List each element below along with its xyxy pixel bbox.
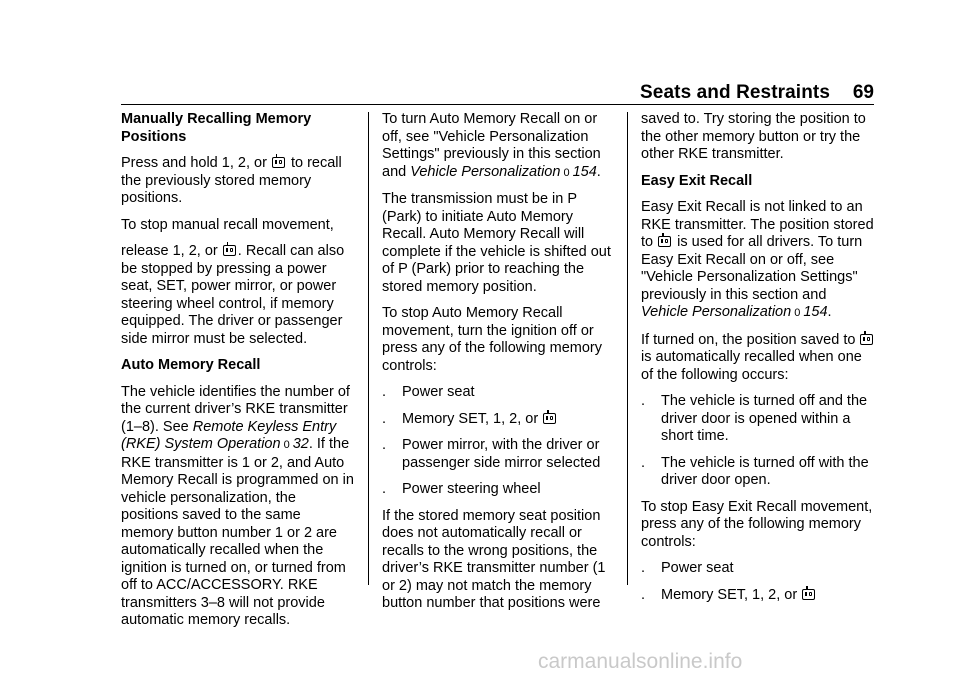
cross-reference-link[interactable]: Vehicle Personalization	[641, 304, 792, 320]
paragraph: To stop manual recall movement,	[121, 216, 334, 233]
text: Memory SET, 1, 2, or	[402, 410, 539, 427]
heading-manual-recall: Manually Recalling Memory Positions	[121, 111, 312, 145]
bullet: .	[382, 481, 387, 497]
memory-seat-icon	[223, 245, 236, 256]
text: The vehicle identifies the number of the current driver’s RKE transmitter (1–8). See	[121, 383, 350, 435]
paragraph	[641, 199, 877, 323]
text: The vehicle is turned off with the driver door open.	[661, 454, 869, 488]
paragraph: The transmission must be in P (Park) to initiate Auto Memory Recall. Auto Memory Recall will complete if the vehicle is shifted out of P (Park) prior to reaching the stored memory position.	[382, 191, 611, 295]
bullet: .	[641, 454, 646, 471]
memory-seat-icon	[802, 589, 815, 600]
text: Power seat	[402, 384, 475, 400]
list-item	[382, 437, 616, 472]
paragraph: To stop Auto Memory Recall movement, turn the ignition off or press any of the following memory controls:	[382, 305, 603, 374]
text: Easy Exit Recall is not linked to an RKE transmitter. The position stored to	[641, 199, 874, 250]
text: Power steering wheel	[402, 481, 541, 497]
paragraph: saved to. Try storing the position to the other memory button or try the other RKE transmitter.	[641, 111, 866, 162]
memory-seat-icon	[543, 413, 556, 424]
list-item	[382, 384, 616, 402]
text: To turn Auto Memory Recall on or off, see "Vehicle Personalization Settings" previously in this section and	[382, 111, 601, 180]
list-item	[382, 411, 616, 429]
text: If turned on, the position saved to	[641, 331, 856, 348]
header-rule	[121, 104, 874, 105]
bullet: .	[382, 410, 387, 427]
page-ref-arrow-icon: 0	[283, 439, 290, 451]
bullet: .	[641, 586, 646, 603]
bullet: .	[382, 437, 387, 453]
list-item	[641, 393, 877, 446]
section-title: Seats and Restraints	[640, 82, 830, 103]
memory-seat-icon	[272, 157, 285, 168]
page-reference[interactable]: 154	[803, 304, 828, 320]
page-ref-arrow-icon: 0	[563, 166, 570, 179]
page-ref-arrow-icon: 0	[794, 307, 801, 319]
memory-seat-icon	[658, 236, 671, 247]
text: Power mirror, with the driver or passenger side mirror selected	[402, 437, 601, 471]
paragraph	[382, 111, 616, 182]
paragraph	[641, 332, 877, 385]
text: .	[596, 163, 601, 180]
memory-seat-icon	[860, 334, 873, 345]
list-item	[382, 481, 616, 499]
cross-reference-link[interactable]: Remote Keyless Entry (RKE) System Operation	[121, 418, 337, 452]
text: is used for all drivers. To turn Easy Exit Recall on or off, see "Vehicle Personalization Settings" previously in this section and	[641, 234, 863, 303]
watermark: carmanualsonline.info	[538, 650, 743, 673]
text: is automatically recalled when one of the following occurs:	[641, 349, 862, 383]
page-header	[0, 82, 874, 104]
bullet: .	[382, 384, 387, 400]
list-item	[641, 587, 877, 605]
heading-auto-memory-recall: Auto Memory Recall	[121, 357, 261, 373]
text: . Recall can also be stopped by pressing a power seat, SET, power mirror, or power steering wheel control, if memory equipped. The driver or passenger side mirror must be selected.	[121, 243, 345, 347]
text: .	[827, 304, 832, 320]
text: . If the RKE transmitter is 1 or 2, and Auto Memory Recall is programmed on in vehicle personalization, the positions saved to the same memory button number 1 or 2 are automatically recalled when the ignition is turned on, or turned from off to ACC/ACCESSORY. RKE transmitters 3–8 will not provide automatic memory recalls.	[121, 436, 354, 628]
heading-easy-exit-recall: Easy Exit Recall	[641, 172, 753, 189]
paragraph	[121, 243, 357, 348]
paragraph: If the stored memory seat position does not automatically recall or recalls to the wrong positions, the driver’s RKE transmitter number (1 or 2) may not match the memory button number that positions were	[382, 507, 606, 611]
paragraph	[121, 155, 357, 208]
text: Memory SET, 1, 2, or	[661, 586, 798, 603]
page-reference[interactable]: 32	[292, 436, 309, 452]
text: Power seat	[661, 560, 734, 576]
column-divider	[627, 112, 628, 585]
text: to recall the previously stored memory positions.	[121, 155, 342, 206]
bullet: .	[641, 393, 646, 409]
text: The vehicle is turned off and the driver door is opened within a short time.	[661, 393, 868, 444]
text: release 1, 2, or	[121, 243, 218, 259]
list-item	[641, 560, 877, 578]
column-3	[641, 111, 877, 613]
column-1	[121, 111, 357, 639]
bullet: .	[641, 560, 646, 576]
text: Press and hold 1, 2, or	[121, 155, 267, 171]
cross-reference-link[interactable]: Vehicle Personalization	[410, 163, 561, 180]
paragraph	[121, 384, 357, 630]
page-number: 69	[852, 82, 874, 103]
column-divider	[368, 112, 369, 585]
list-item	[641, 455, 877, 490]
column-2	[382, 111, 616, 622]
paragraph: To stop Easy Exit Recall movement, press any of the following memory controls:	[641, 498, 873, 550]
page-reference[interactable]: 154	[572, 163, 597, 180]
